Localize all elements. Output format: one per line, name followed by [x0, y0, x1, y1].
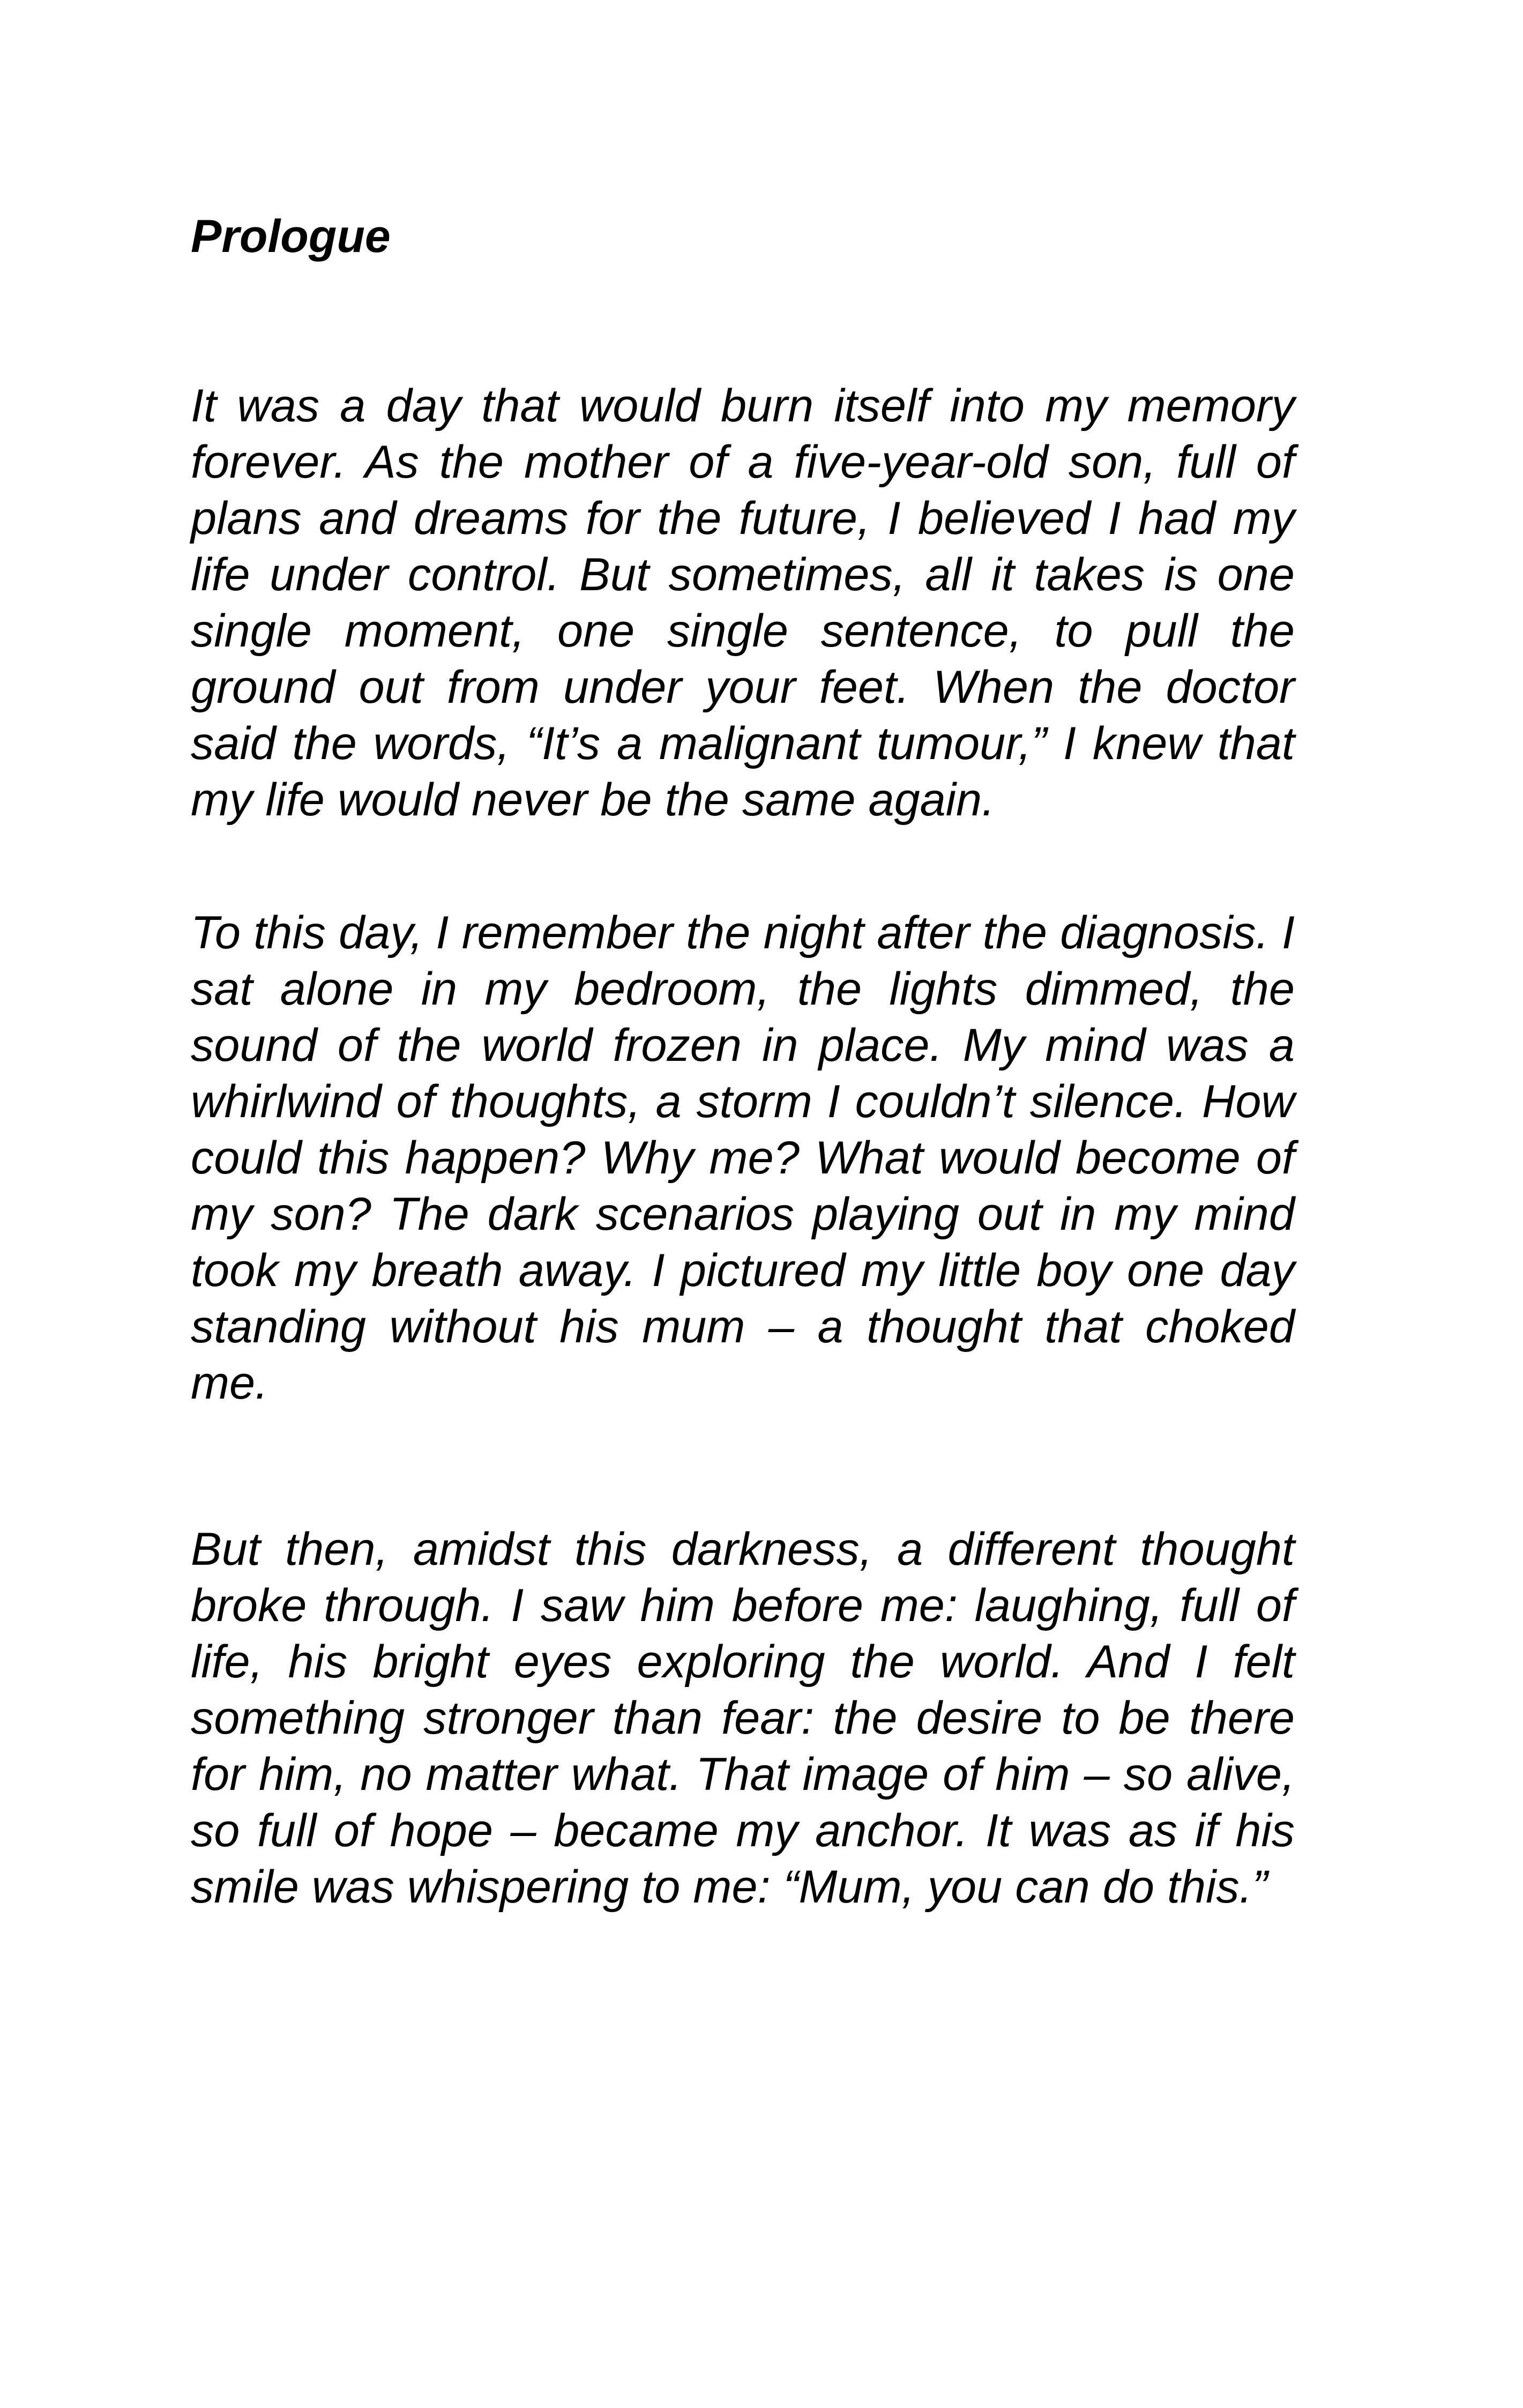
paragraph-2: To this day, I remember the night after the diagnosis. I sat alone in my bedroom, the lights dimmed, the sound of the world frozen in place. My mind was a whirlwind of thoughts, a storm I couldn’t silence. How could this happen? Why me? What would become of my son? The dark scenarios playing out in my mind took my breath away. I pictured my little boy one day standing without his mum – a thought that choked me.	[191, 907, 1295, 1409]
paragraph-1: It was a day that would burn itself into my memory forever. As the mother of a five-year-old son, full of plans and dreams for the future, I believed I had my life under control. But sometimes, all it takes is one single moment, one single sentence, to pull the ground out from under your feet. When the doctor said the words, “It’s a malignant tumour,” I knew that my life would never be the same again.	[191, 380, 1295, 826]
chapter-heading: Prologue	[191, 211, 391, 262]
paragraph-3: But then, amidst this darkness, a different thought broke through. I saw him before me: laughing, full of life, his bright eyes exploring the world. And I felt something stronger than fear: the desire to be there for him, no matter what. That image of him – so alive, so full of hope – became my anchor. It was as if his smile was whispering to me: “Mum, you can do this.”	[191, 1523, 1295, 1913]
